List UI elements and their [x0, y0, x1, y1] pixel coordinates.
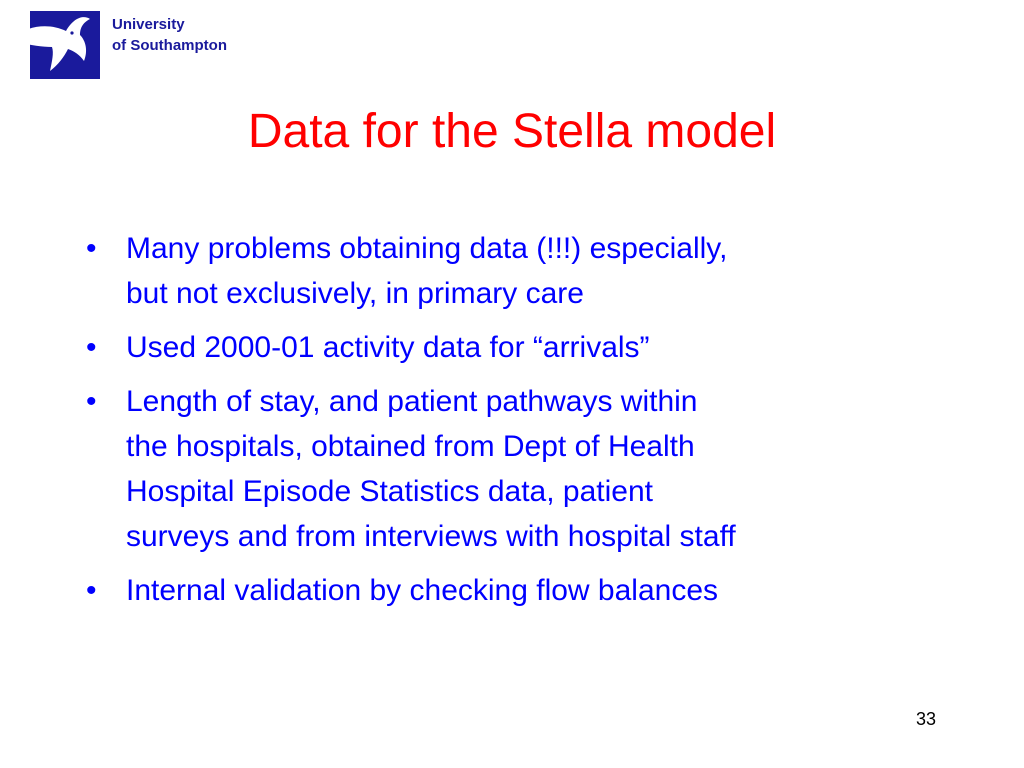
- bullet-list: [84, 226, 964, 622]
- page-number: 33: [916, 709, 937, 729]
- bullet-item: [84, 226, 964, 316]
- university-logo: [14, 11, 100, 79]
- bullet-text-line: Many problems obtaining data (!!!) especially,: [126, 232, 728, 265]
- bullet-text-line: Hospital Episode Statistics data, patient: [126, 475, 653, 508]
- bullet-text-line: surveys and from interviews with hospital staff: [126, 520, 736, 553]
- bullet-text-line: the hospitals, obtained from Dept of Health: [126, 430, 695, 463]
- bullet-text-line: Length of stay, and patient pathways within: [126, 385, 698, 418]
- bullet-text-line: but not exclusively, in primary care: [126, 277, 584, 310]
- bullet-dot-icon: •: [86, 331, 97, 364]
- university-name-line: University: [112, 16, 185, 33]
- bullet-item: [84, 568, 964, 613]
- bullet-dot-icon: •: [86, 232, 97, 265]
- bullet-item: [84, 325, 964, 370]
- bullet-text-line: Internal validation by checking flow balances: [126, 574, 719, 607]
- dolphin-shield-icon: [14, 11, 100, 79]
- university-name: [112, 14, 227, 56]
- university-name-line: of Southampton: [112, 37, 227, 54]
- bullet-dot-icon: •: [86, 574, 97, 607]
- bullet-item: [84, 379, 964, 559]
- bullet-dot-icon: •: [86, 385, 97, 418]
- slide-title: Data for the Stella model: [247, 105, 777, 158]
- bullet-text-line: Used 2000-01 activity data for “arrivals”: [126, 331, 650, 364]
